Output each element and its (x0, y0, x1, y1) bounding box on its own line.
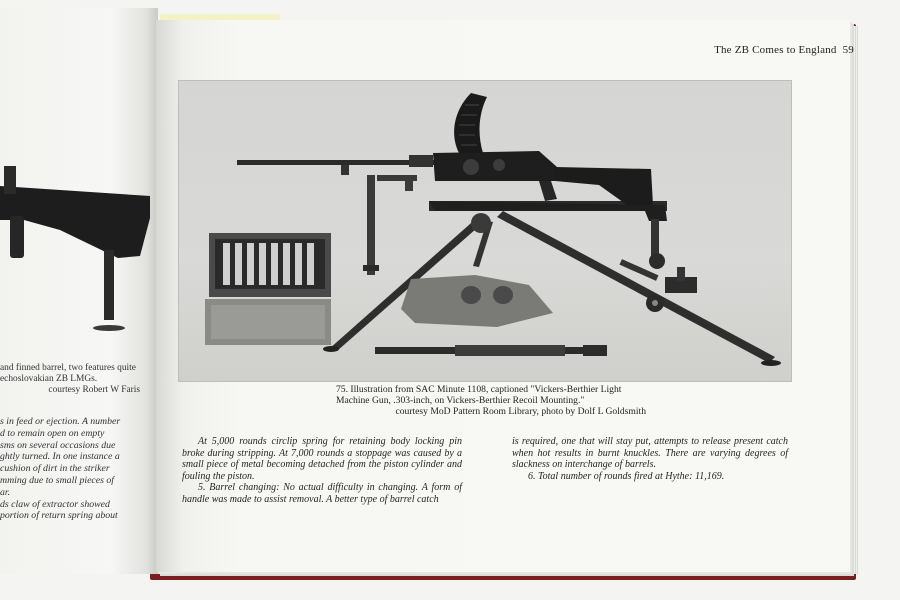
left-text-line: s in feed or ejection. A number (0, 416, 121, 427)
left-text-line: ds claw of extractor showed (0, 498, 110, 510)
left-text-line: sms on several occasions due (0, 439, 116, 451)
left-page-gun-photo (0, 158, 150, 338)
left-caption-line: and finned barrel, two features quite (0, 363, 136, 373)
paragraph: At 5,000 rounds circlip spring for retaining body locking pin broke during stripping. At 7,000 rounds a stoppage was caused by a small piece of metal becoming detached from the piston cylinder and fouling the piston. (182, 436, 462, 482)
body-column-right (512, 436, 788, 482)
left-text-line: ghtly turned. In one instance a (0, 451, 120, 463)
left-text-line: portion of return spring about (0, 510, 118, 522)
vickers-berthier-gun-illustration (179, 81, 791, 381)
left-caption-credit: courtesy Robert W Faris (48, 385, 140, 395)
figure-photo (178, 80, 792, 382)
left-text-line: d to remain open on empty (0, 427, 105, 439)
paragraph: 6. Total number of rounds fired at Hythe: 11,169. (528, 470, 725, 482)
body-column-left (182, 436, 462, 506)
paragraph: is required, one that will stay put, attempts to release present catch when hot results in burnt knuckles. There are varying degrees of slackness on interchange of barrels. (512, 436, 788, 471)
running-header (708, 44, 854, 56)
left-page-text (0, 416, 140, 522)
caption-credit: courtesy MoD Pattern Room Library, photo by Dolf L Goldsmith (395, 406, 646, 417)
figure-caption (336, 384, 646, 417)
caption-line: Machine Gun, .303-inch, on Vickers-Berthier Recoil Mounting." (336, 395, 585, 406)
paragraph: 5. Barrel changing: No actual difficulty in changing. A form of handle was made to assist removal. A better type of barrel catch (182, 482, 462, 505)
running-header-title: The ZB Comes to England (714, 44, 837, 56)
left-text-line: cushion of dirt in the striker (0, 463, 110, 475)
left-text-line: ar. (0, 486, 11, 498)
left-page (0, 8, 158, 574)
left-page-caption (0, 363, 140, 396)
caption-line: 75. Illustration from SAC Minute 1108, captioned "Vickers-Berthier Light (336, 384, 622, 395)
left-caption-line: echoslovakian ZB LMGs. (0, 374, 98, 384)
page-number: 59 (842, 44, 854, 56)
left-text-line: mming due to small pieces of (0, 474, 115, 486)
